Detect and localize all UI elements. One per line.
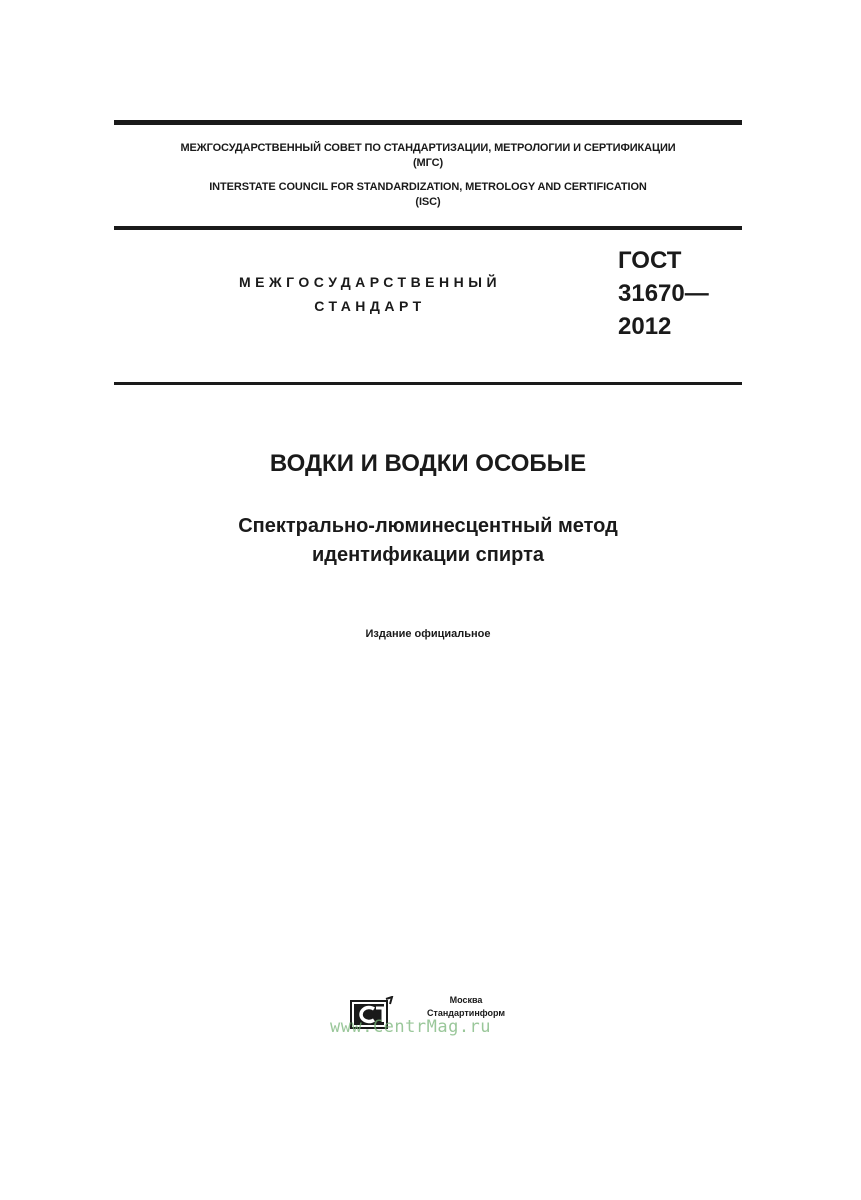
document-title: ВОДКИ И ВОДКИ ОСОБЫЕ (269, 450, 587, 477)
top-rule (114, 120, 742, 125)
publisher-city: Москва (449, 995, 483, 1005)
gost-label: ГОСТ (618, 247, 682, 274)
gost-number: 31670— (618, 280, 709, 307)
document-subtitle-line1: Спектрально-люминесцентный метод (238, 515, 618, 537)
lower-rule (114, 382, 742, 385)
standard-kind-line1: МЕЖГОСУДАРСТВЕННЫЙ (238, 274, 502, 290)
document-subtitle-line2: идентификации спирта (311, 544, 545, 566)
council-name-en: INTERSTATE COUNCIL FOR STANDARDIZATION, METROLOGY AND CERTIFICATION (209, 181, 647, 193)
council-name-ru: МЕЖГОСУДАРСТВЕННЫЙ СОВЕТ ПО СТАНДАРТИЗАЦИИ, МЕТРОЛОГИИ И СЕРТИФИКАЦИИ (180, 142, 676, 154)
council-abbr-ru: (МГС) (412, 157, 444, 169)
standard-kind-line2: СТАНДАРТ (314, 298, 426, 314)
gost-year: 2012 (618, 313, 672, 340)
council-abbr-en: (ISC) (415, 196, 441, 208)
edition-note: Издание официальное (365, 628, 491, 640)
watermark: www.CentrMag.ru (330, 1017, 492, 1037)
middle-rule (114, 226, 742, 230)
publisher-name: Стандартинформ (426, 1008, 506, 1018)
